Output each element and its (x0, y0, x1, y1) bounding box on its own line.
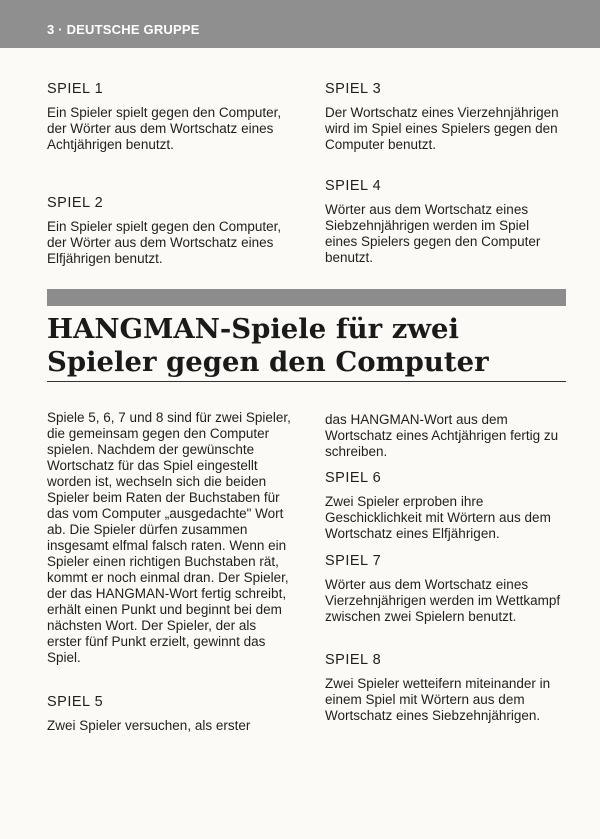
spiel-2-text: Ein Spieler spielt gegen den Computer, der Wörter aus dem Wortschatz eines Elfjährigen benutzt. (47, 219, 282, 266)
intro-block (47, 410, 292, 666)
spiel-4-text: Wörter aus dem Wortschatz eines Siebzehnjährigen werden im Spiel eines Spielers gegen den Computer benutzt. (325, 202, 541, 265)
spiel-3-block (325, 81, 565, 153)
continuation-text: das HANGMAN-Wort aus dem Wortschatz eines Achtjährigen fertig zu schreiben. (325, 412, 559, 459)
spiel-6-text: Zwei Spieler erproben ihre Geschicklichkeit mit Wörtern aus dem Wortschatz eines Elfjährigen. (325, 494, 551, 541)
spiel-7-text: Wörter aus dem Wortschatz eines Vierzehnjährigen werden im Wettkampf zwischen zwei Spielern benutzt. (325, 577, 561, 624)
spiel-4-heading: SPIEL 4 (325, 178, 382, 194)
spiel-1-text: Ein Spieler spielt gegen den Computer, der Wörter aus dem Wortschatz eines Achtjährigen benutzt. (47, 105, 282, 152)
spiel-8-heading: SPIEL 8 (325, 652, 382, 668)
intro-text: Spiele 5, 6, 7 und 8 sind für zwei Spieler, die gemeinsam gegen den Computer spielen. Nachdem der gewünschte Wortschatz für das Spiel eingestellt worden ist, wechseln sich die beiden Spieler beim Raten der Buchstaben für das vom Computer „ausgedachte" Wort ab. Die Spieler dürfen zusammen insgesamt elfmal falsch raten. Wenn ein Spieler einen richtigen Buchstaben rät, kommt er noch einmal dran. Der Spieler, der das HANGMAN-Wort fertig schreibt, erhält einen Punkt und beginnt bei dem nächsten Wort. Der Spieler, der als erster fünf Punkt erzielt, gewinnt das Spiel. (47, 410, 291, 665)
title-divider (47, 381, 566, 382)
spiel-3-text: Der Wortschatz eines Vierzehnjährigen wird im Spiel eines Spielers gegen den Computer benutzt. (325, 105, 559, 152)
page-header-label: 3 · DEUTSCHE GRUPPE (47, 22, 200, 37)
spiel-4-block (325, 178, 565, 266)
spiel-6-block (325, 470, 565, 542)
continuation-block (325, 412, 565, 460)
spiel-5-heading: SPIEL 5 (47, 694, 104, 710)
spiel-5-text: Zwei Spieler versuchen, als erster (47, 718, 251, 733)
spiel-2-block (47, 195, 297, 267)
spiel-5-block (47, 694, 297, 734)
spiel-7-block (325, 553, 565, 625)
section-bar (47, 289, 566, 306)
spiel-8-text: Zwei Spieler wetteifern miteinander in einem Spiel mit Wörtern aus dem Wortschatz eines Siebzehnjährigen. (325, 676, 551, 723)
spiel-1-block (47, 81, 297, 153)
spiel-7-heading: SPIEL 7 (325, 553, 382, 569)
spiel-1-heading: SPIEL 1 (47, 81, 104, 97)
spiel-2-heading: SPIEL 2 (47, 195, 104, 211)
spiel-3-heading: SPIEL 3 (325, 81, 382, 97)
section-title: HANGMAN-Spiele für zwei Spieler gegen den Computer (47, 313, 489, 378)
spiel-6-heading: SPIEL 6 (325, 470, 382, 486)
spiel-8-block (325, 652, 565, 724)
